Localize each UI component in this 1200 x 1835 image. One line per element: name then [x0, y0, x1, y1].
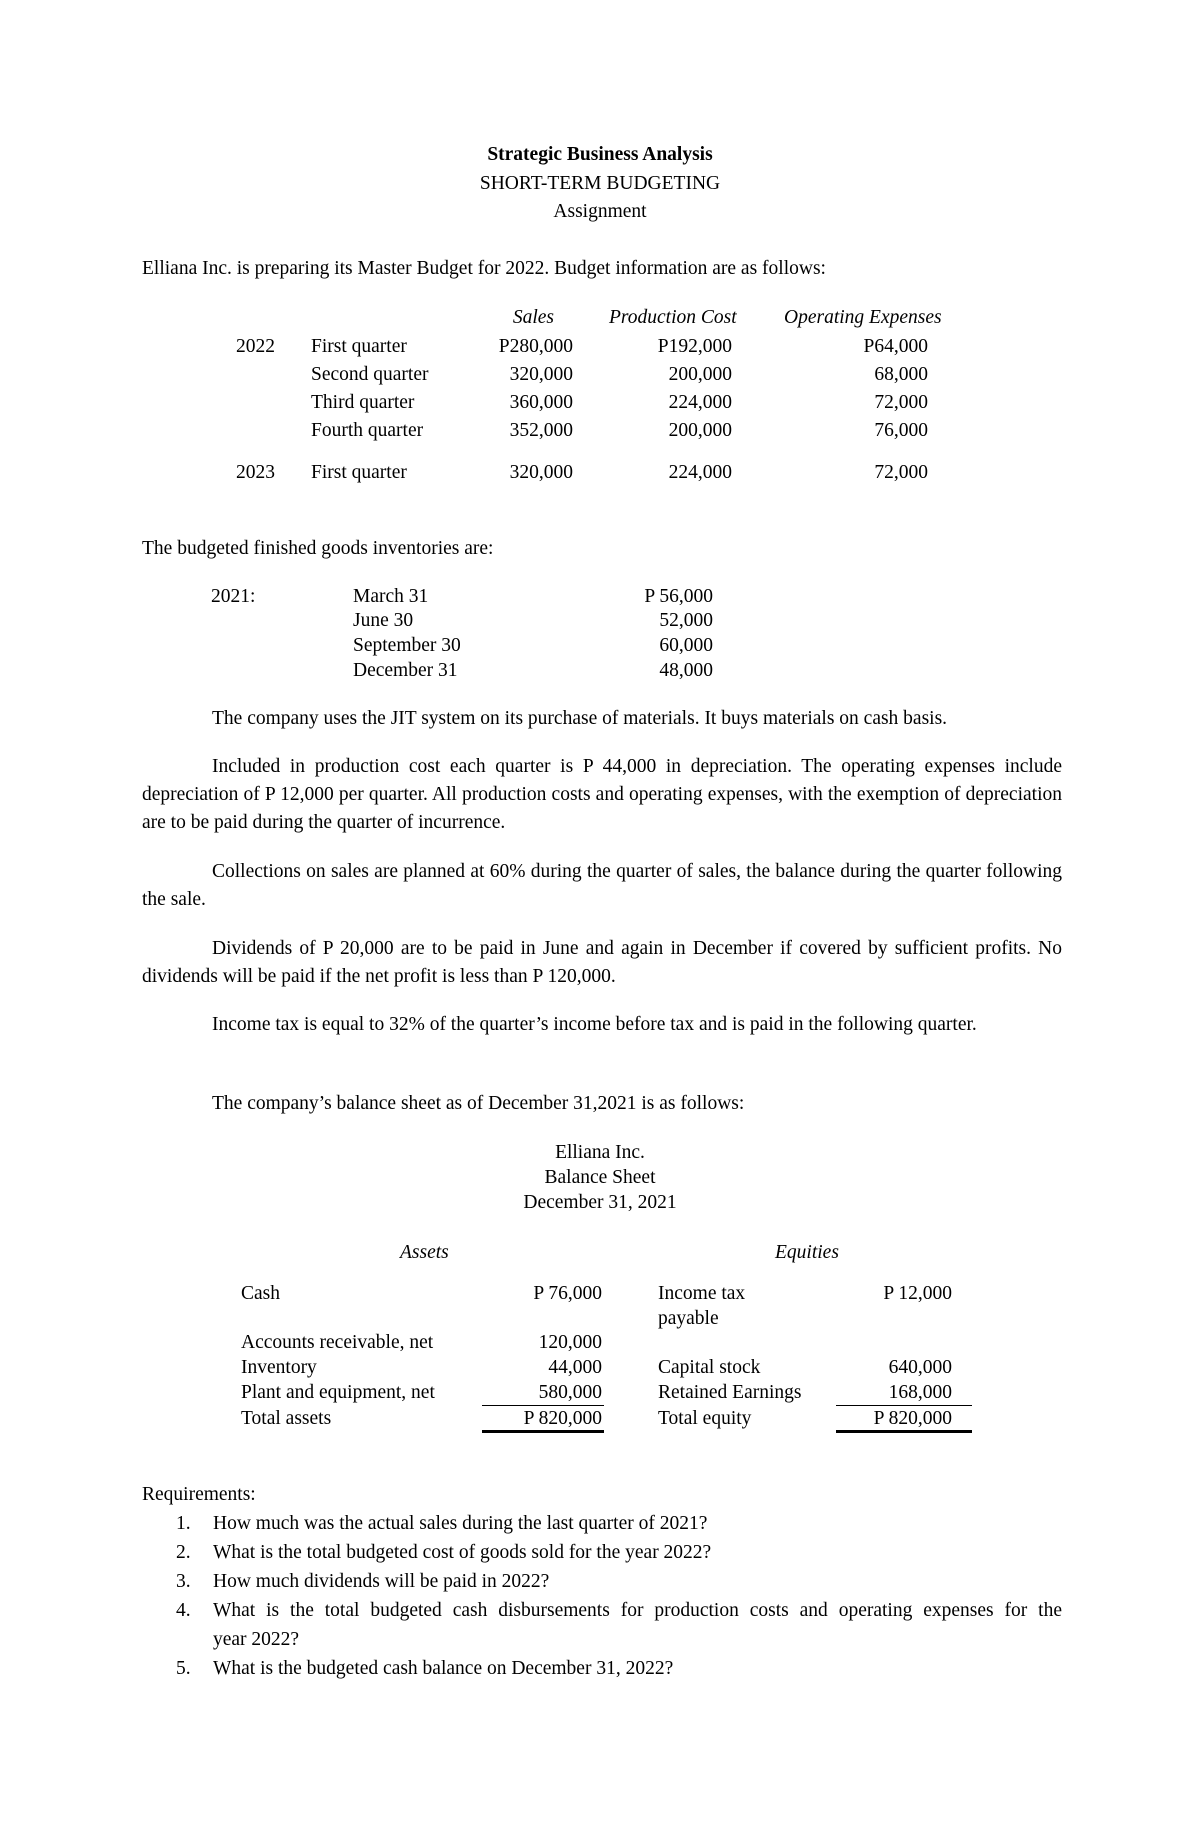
document-subtitle: SHORT-TERM BUDGETING	[479, 173, 721, 194]
col-header-production: Production Cost	[609, 307, 737, 328]
bs-equities-header: Equities	[775, 1242, 839, 1263]
equities-total-rule	[836, 1430, 972, 1433]
document-title: Strategic Business Analysis	[487, 144, 713, 165]
col-header-sales: Sales	[512, 307, 554, 328]
paragraph-jit: The company uses the JIT system on its purchase of materials. It buys materials on cash basis.	[212, 708, 948, 729]
requirements-heading: Requirements:	[142, 1484, 256, 1505]
paragraph-depreciation: Included in production cost each quarter is P 44,000 in depreciation. The operating expenses include depreciation of P 12,000 per quarter. All production costs and operating expenses, with the exemption of depreciation are to be paid during the quarter of incurrence.	[142, 756, 1062, 833]
bs-date: December 31, 2021	[523, 1192, 677, 1213]
paragraph-balance-intro: The company’s balance sheet as of December 31,2021 is as follows:	[212, 1093, 745, 1114]
bs-assets-header: Assets	[400, 1242, 449, 1263]
paragraph-tax: Income tax is equal to 32% of the quarter’s income before tax and is paid in the following quarter.	[212, 1014, 977, 1035]
inventory-year: 2021:	[211, 586, 256, 607]
assets-subtotal-rule	[482, 1405, 604, 1406]
assets-total-rule	[482, 1430, 604, 1433]
document-kind: Assignment	[553, 201, 647, 222]
paragraph-collections: Collections on sales are planned at 60% during the quarter of sales, the balance during the quarter following the sale.	[142, 861, 1062, 910]
intro-text: Elliana Inc. is preparing its Master Budget for 2022. Budget information are as follows:	[142, 258, 826, 279]
equities-subtotal-rule	[836, 1405, 972, 1406]
bs-company: Elliana Inc.	[555, 1142, 645, 1163]
document-page: Strategic Business Analysis SHORT-TERM BUDGETING Assignment Elliana Inc. is preparing its Master Budget for 2022. Budget information are as follows: Sales Production Cost Operating Expenses 2022 First quarter P280,000 P192,000 P64,000 Second quarter 320,000 200,000 68,000 Third quarter 360,000 224,000 72,000 Fourth quarter 352,000 200,000 76,000 2023 First quarter 320,000 224,000 72,000 The budgeted finished goods inventories are: 2021: March 31 P 56,000 June 30 52,000 September 30 60,000 December 31 48,000 The company uses the JIT system on its purchase of materials. It buys materials on cash basis. Included in production cost each quarter is P 44,000 in depreciation. The operating expenses include depreciation of P 12,000 per quarter. All production costs and operating expenses, with the exemption of depreciation are to be paid during the quarter of incurrence. Collections on sales are planned at 60% during the quarter of sales, the balance during the quarter following the sale. Dividends of P 20,000 are to be paid in June and again in December if covered by sufficient profits. No dividends will be paid if the net profit is less than P 120,000. Income tax is equal to 32% of the quarter’s income before tax and is paid in the following quarter. The company’s balance sheet as of December 31,2021 is as follows: Elliana Inc. Balance Sheet December 31, 2021 Assets Equities Cash P 76,000 Accounts receivable, net 120,000 Inventory 44,000 Plant and equipment, net 580,000 Total assets P 820,000 Income tax payable P 12,000 Capital stock 640,000 Retained Earnings 168,000 Total equity P 820,000 Requirements: 1. How much was the actual sales during the last quarter of 2021? 2. What is the total budgeted cost of goods sold for the year 2022? 3. How much dividends will be paid in 2022? 4. What is the total budgeted cash disbursements for production costs and operating expenses for the year 2022? 5. What is the budgeted cash balance on December 31, 2022?	[0, 0, 1200, 1835]
bs-title: Balance Sheet	[544, 1167, 656, 1188]
inventory-intro: The budgeted finished goods inventories are:	[142, 538, 494, 559]
paragraph-dividends: Dividends of P 20,000 are to be paid in June and again in December if covered by sufficient profits. No dividends will be paid if the net profit is less than P 120,000.	[142, 938, 1062, 987]
col-header-opex: Operating Expenses	[784, 307, 942, 328]
